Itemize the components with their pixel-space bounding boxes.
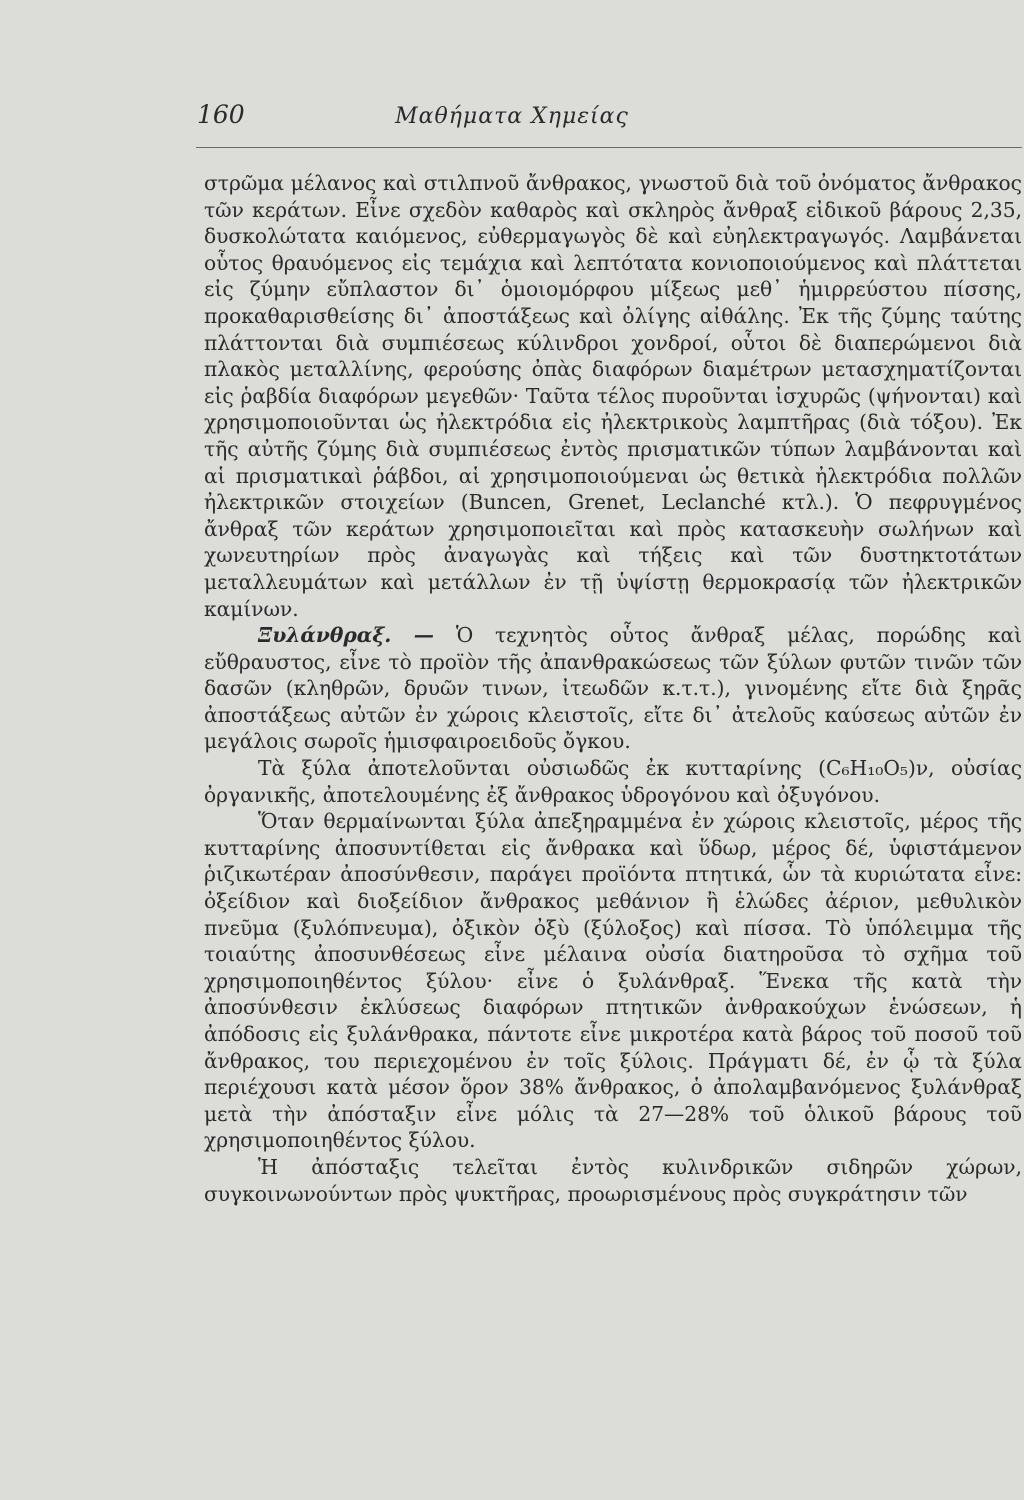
paragraph: Ἡ ἀπόσταξις τελεῖται ἐντὸς κυλινδρικῶν σιδηρῶν χώρων, συγκοινωνούντων πρὸς ψυκτῆρας, προωρισμένους πρὸς συγκράτησιν τῶν bbox=[204, 1154, 1022, 1206]
paragraph: Τὰ ξύλα ἀποτελοῦνται οὐσιωδῶς ἐκ κυτταρίνης (C₆H₁₀O₅)ν, οὐσίας ὀργανικῆς, ἀποτελουμένης ἐξ ἄνθρακος ὑδρογόνου καὶ ὀξυγόνου. bbox=[204, 756, 1022, 807]
running-title: Μαθήματα Χημείας bbox=[395, 104, 629, 129]
page-number: 160 bbox=[197, 100, 245, 129]
paragraph: στρῶμα μέλανος καὶ στιλπνοῦ ἄνθρακος, γνωστοῦ διὰ τοῦ ὀνόματος ἄνθρακος τῶν κεράτων. Εἶνε σχεδὸν καθαρὸς καὶ σκληρὸς ἄνθραξ εἰδικοῦ βάρους 2,35, δυσκολώτατα καιόμενος, εὐθερμαγωγὸς δὲ καὶ εὐηλεκτραγωγός. Λαμβάνεται οὗτος θραυόμενος εἰς τεμάχια καὶ λεπτότατα κονιοποιούμενος καὶ πλάττεται εἰς ζύμην εὔπλαστον δι᾽ ὁμοιομόρφου μίξεως μεθ᾽ ἡμιρρεύστου πίσσης, προκαθαρισθείσης δι᾽ ἀποστάξεως καὶ ὀλίγης αἰθάλης. Ἐκ τῆς ζύμης ταύτης πλάττονται διὰ συμπιέσεως κύλινδροι χονδροί, οὗτοι δὲ διαπερώμενοι διὰ πλακὸς μεταλλίνης, φερούσης ὀπὰς διαφόρων διαμέτρων μετασχηματίζονται εἰς ῥαβδία διαφόρων μεγεθῶν· Ταῦτα τέλος πυροῦνται ἰσχυρῶς (ψήνονται) καὶ χρησιμοποιοῦνται ὡς ἠλεκτρόδια εἰς ἠλεκτρικοὺς λαμπτῆρας (διὰ τόξου). Ἐκ τῆς αὐτῆς ζύμης διὰ συμπιέσεως ἐντὸς πρισματικῶν τύπων λαμβάνονται καὶ αἱ πρισματικαὶ ῥάβδοι, αἱ χρησιμοποιούμεναι ὡς θετικὰ ἠλεκτρόδια πολλῶν ἠλεκτρικῶν στοιχείων (Buncen, Grenet, Leclanché κτλ.). Ὁ πεφρυγμένος ἄνθραξ τῶν κεράτων χρησιμοποιεῖται καὶ πρὸς κατασκευὴν σωλήνων καὶ χωνευτηρίων πρὸς ἀναγωγὰς καὶ τήξεις καὶ τῶν δυστηκτοτάτων μεταλλευμάτων καὶ μετάλλων ἐν τῇ ὑψίστῃ θερμοκρασίᾳ τῶν ἠλεκτρικῶν καμίνων. bbox=[204, 171, 1022, 621]
body-text bbox=[204, 170, 1022, 1207]
paragraph-text: Ὁ τεχνητὸς οὗτος ἄνθραξ μέλας, πορώδης καὶ εὔθραυστος, εἶνε τὸ προϊὸν τῆς ἀπανθρακώσεως τῶν ξύλων φυτῶν τινῶν τῶν δασῶν (κληθρῶν, δρυῶν τινων, ἰτεωδῶν κ.τ.τ.), γινομένης εἴτε διὰ ξηρᾶς ἀποστάξεως αὐτῶν ἐν χώροις κλειστοῖς, εἴτε δι᾽ ἀτελοῦς καύσεως αὐτῶν ἐν μεγάλοις σωροῖς ἡμισφαιροειδοῦς ὄγκου. bbox=[204, 623, 1022, 754]
section-heading: Ξυλάνθραξ. — bbox=[258, 623, 434, 648]
paragraph: Ὅταν θερμαίνωνται ξύλα ἀπεξηραμμένα ἐν χώροις κλειστοῖς, μέρος τῆς κυτταρίνης ἀποσυντίθεται εἰς ἄνθρακα καὶ ὕδωρ, μέρος δέ, ὑφιστάμενον ῥιζικωτέραν ἀποσύνθεσιν, παράγει προϊόντα πτητικά, ὧν τὰ κυριώτατα εἶνε: ὀξείδιον καὶ διοξείδιον ἄνθρακος μεθάνιον ἢ ἑλώδες ἀέριον, μεθυλικὸν πνεῦμα (ξυλόπνευμα), ὀξικὸν ὀξὺ (ξύλοξος) καὶ πίσσα. Τὸ ὑπόλειμμα τῆς τοιαύτης ἀποσυνθέσεως εἶνε μέλαινα οὐσία διατηροῦσα τὸ σχῆμα τοῦ χρησιμοποιηθέντος ξύλου· εἶνε ὁ ξυλάνθραξ. Ἕνεκα τῆς κατὰ τὴν ἀποσύνθεσιν ἐκλύσεως διαφόρων πτητικῶν ἀνθρακούχων ἑνώσεων, ἡ ἀπόδοσις εἰς ξυλάνθρακα, πάντοτε εἶνε μικροτέρα κατὰ βάρος τοῦ ποσοῦ τοῦ ἄνθρακος, του περιεχομένου ἐν τοῖς ξύλοις. Πράγματι δέ, ἐν ᾧ τὰ ξύλα περιέχουσι κατὰ μέσον ὅρον 38% ἄνθρακος, ὁ ἀπολαμβανόμενος ξυλάνθραξ μετὰ τὴν ἀπόσταξιν εἶνε μόλις τὰ 27—28% τοῦ ὁλικοῦ βάρους τοῦ χρησιμοποιηθέντος ξύλου. bbox=[204, 809, 1022, 1153]
paragraph bbox=[204, 622, 1022, 755]
header-rule bbox=[196, 147, 1022, 148]
